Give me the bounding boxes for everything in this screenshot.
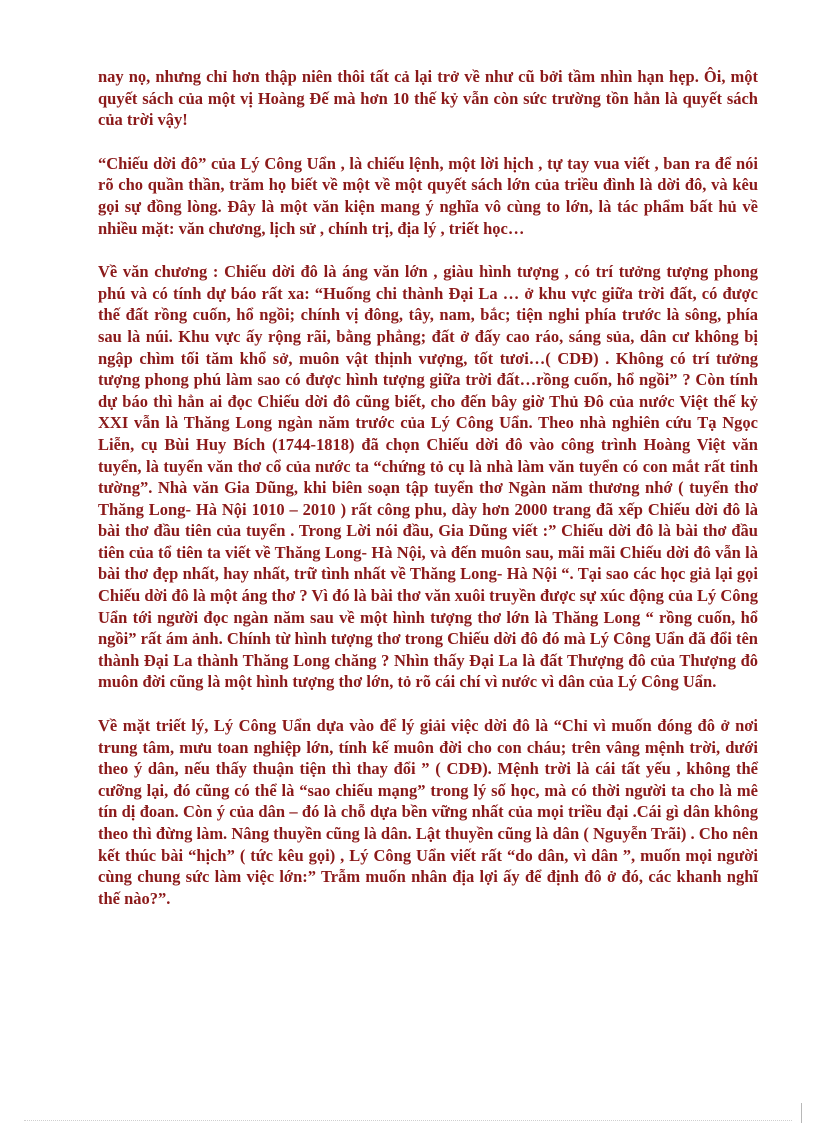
paragraph-literary-value: Về văn chương : Chiếu dời đô là áng văn lớn , giàu hình tượng , có trí tưởng tượng phong phú và có tính dự báo rất xa: “Huống chi thành Đại La … ở khu vực giữa trời đất, có được thế đất rồng cuốn, hổ ngồi; chính vị đông, tây, nam, bắc; tiện nghi phía trước là sông, phía sau là núi. Khu vực ấy rộng rãi, bằng phẳng; đất ở đấy cao ráo, sáng sủa, dân cư không bị ngập chìm tối tăm khổ sở, muôn vật thịnh vượng, tốt tươi…( CDĐ) . Không có trí tưởng tượng phong phú làm sao có được hình tượng giữa trời đất…rồng cuốn, hổ ngồi” ? Còn tính dự báo thì hẳn ai đọc Chiếu dời đô cũng biết, cho đến bây giờ Thủ Đô của nước Việt thế kỷ XXI vẫn là Thăng Long ngàn năm trước của Lý Công Uẩn. Theo nhà nghiên cứu Tạ Ngọc Liễn, cụ Bùi Huy Bích (1744-1818) đã chọn Chiếu dời đô vào công trình Hoàng Việt văn tuyển, là tuyển văn thơ cổ của nước ta “chứng tỏ cụ là nhà làm văn tuyển có con mắt rất tinh tường”. Nhà văn Gia Dũng, khi biên soạn tập tuyển thơ Ngàn năm thương nhớ ( tuyển thơ Thăng Long- Hà Nội 1010 – 2010 ) rất công phu, dày hơn 2000 trang đã xếp Chiếu dời đô là bài thơ đầu tiên của tuyển . Trong Lời nói đầu, Gia Dũng viết :” Chiếu dời đô là bài thơ đầu tiên của tổ tiên ta viết về Thăng Long- Hà Nội, và đến muôn sau, mãi mãi Chiếu dời đô vẫn là bài thơ đẹp nhất, hay nhất, trữ tình nhất về Thăng Long- Hà Nội “. Tại sao các học giả lại gọi Chiếu dời đô là một áng thơ ? Vì đó là bài thơ văn xuôi truyền được sự xúc động của Lý Công Uẩn tới người đọc ngàn năm sau về một hình tượng thơ lớn là Thăng Long “ rồng cuốn, hổ ngồi” rất ám ảnh. Chính từ hình tượng thơ trong Chiếu dời đô đó mà Lý Công Uẩn đã đổi tên thành Đại La thành Thăng Long chăng ? Nhìn thấy Đại La là đất Thượng đô của Thượng đô muôn đời cũng là một hình tượng thơ lớn, tỏ rõ cái chí vì nước vì dân của Lý Công Uẩn. [98,262,758,692]
page-bottom-divider [24,1120,792,1121]
paragraph-philosophical-value: Về mặt triết lý, Lý Công Uẩn dựa vào để lý giải việc dời đô là “Chỉ vì muốn đóng đô ở nơi trung tâm, mưu toan nghiệp lớn, tính kế muôn đời cho con cháu; trên vâng mệnh trời, dưới theo ý dân, nếu thấy thuận tiện thì thay đổi ” ( CDĐ). Mệnh trời là cái tất yếu , không thể cưỡng lại, đó cũng có thể là “sao chiếu mạng” trong lý số học, mà có thời người ta cho là mê tín dị đoan. Còn ý của dân – đó là chỗ dựa bền vững nhất của mọi triều đại .Cái gì dân không theo thì đừng làm. Nâng thuyền cũng là dân. Lật thuyền cũng là dân ( Nguyễn Trãi) . Cho nên kết thúc bài “hịch” ( tức kêu gọi) , Lý Công Uẩn viết rất “do dân, vì dân ”, muốn mọi người cùng chung sức làm việc lớn:” Trẫm muốn nhân địa lợi ấy để định đô ở đó, các khanh nghĩ thế nào?”. [98,716,758,908]
document-body [98,66,758,909]
paragraph-intro-conclusion: nay nọ, nhưng chỉ hơn thập niên thôi tất cả lại trở về như cũ bởi tầm nhìn hạn hẹp. Ôi, một quyết sách của một vị Hoàng Đế mà hơn 10 thế kỷ vẫn còn sức trường tồn hẳn là quyết sách của trời vậy! [98,67,758,130]
page-corner-mark [801,1103,802,1123]
paragraph-chieu-doi-do-overview: “Chiếu dời đô” của Lý Công Uẩn , là chiếu lệnh, một lời hịch , tự tay vua viết , ban ra để nói rõ cho quần thần, trăm họ biết về một về một quyết sách lớn của triều đình là dời đô, và kêu gọi sự đồng lòng. Đây là một văn kiện mang ý nghĩa vô cùng to lớn, là tác phẩm bất hủ về nhiều mặt: văn chương, lịch sử , chính trị, địa lý , triết học… [98,153,758,238]
